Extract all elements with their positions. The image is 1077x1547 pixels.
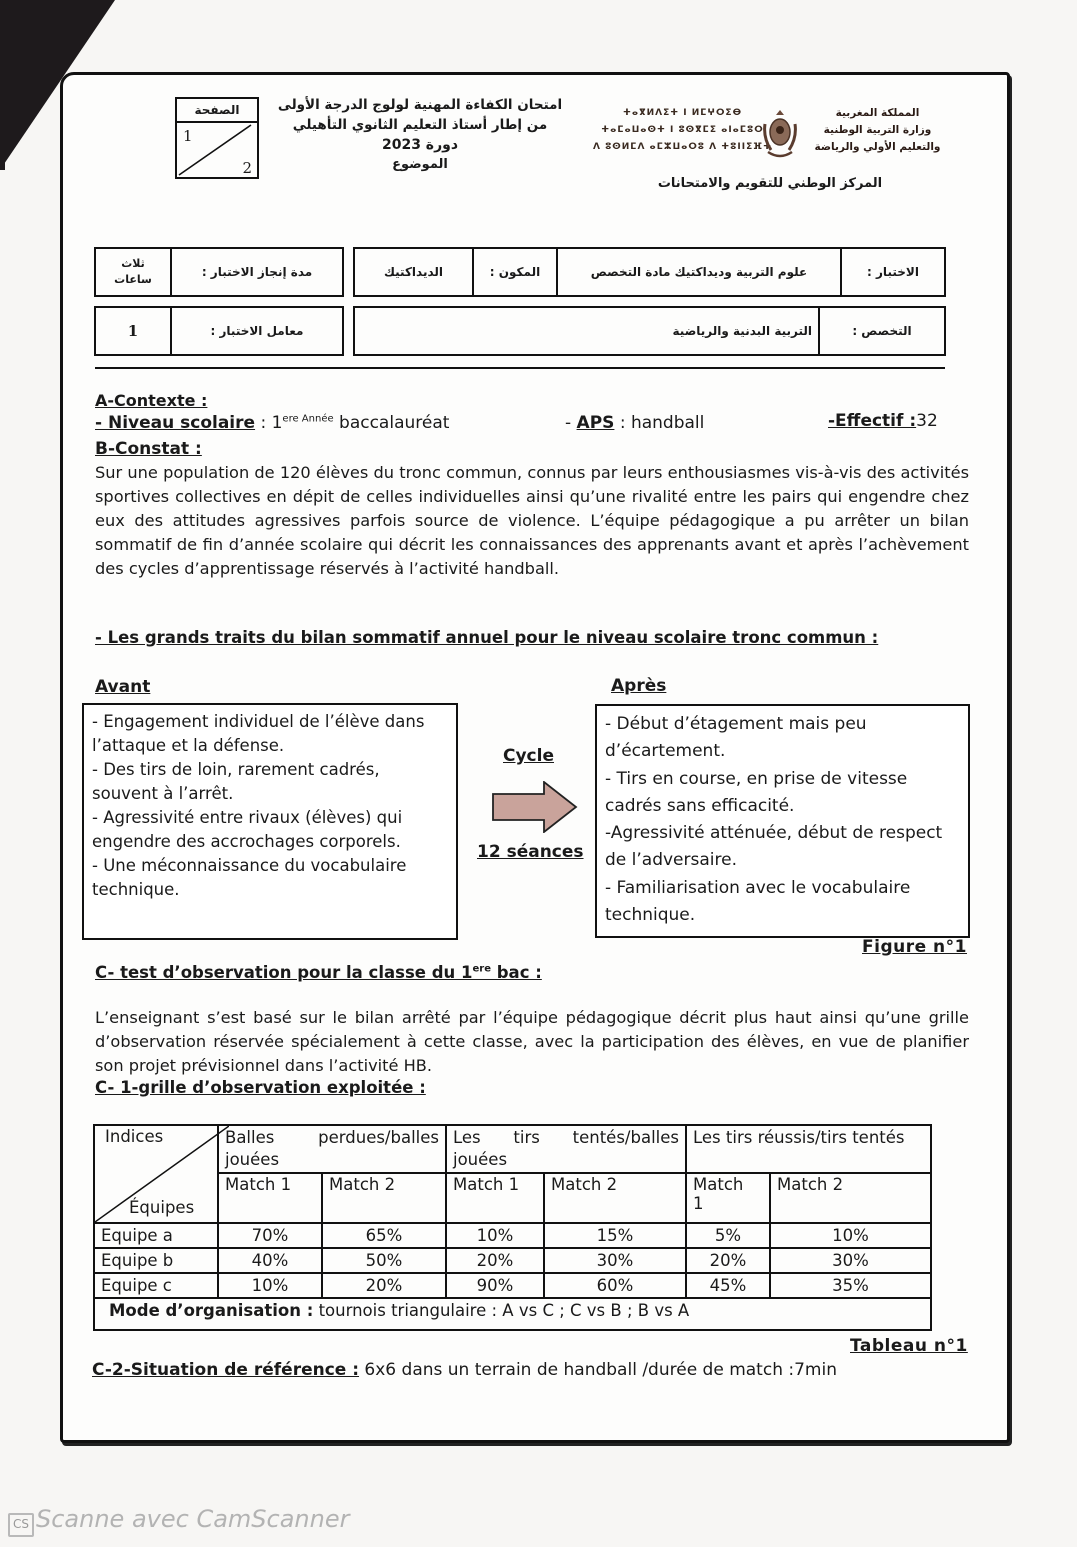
c1-title: C- 1-grille d’observation exploitée :	[95, 1078, 426, 1097]
after-item: -Agressivité atténuée, début de respect de l’adversaire.	[605, 823, 943, 871]
niveau-sup: ere Année	[282, 413, 334, 425]
team-label: Equipe c	[94, 1273, 218, 1298]
component-value: الديداكتيك	[354, 248, 473, 296]
table-cell: 45%	[686, 1273, 770, 1298]
after-item: - Début d’étagement mais peu d’écartement.	[605, 714, 867, 762]
coat-of-arms-icon	[762, 108, 798, 160]
duration-value-line: ساعات	[114, 273, 152, 286]
exam-session: دورة 2023	[381, 137, 459, 153]
section-c-title	[95, 963, 542, 982]
sub-header: Match 1	[218, 1173, 322, 1223]
c2-line	[92, 1360, 837, 1380]
table-cell: 35%	[770, 1273, 931, 1298]
sub-header: Match 2	[322, 1173, 446, 1223]
after-box	[595, 704, 970, 938]
niveau-value: baccalauréat	[333, 413, 450, 433]
table-caption: Tableau n°1	[850, 1336, 968, 1356]
section-c-title-text: bac :	[491, 963, 542, 982]
before-item: - Engagement individuel de l’élève dans l’attaque et la défense.	[92, 712, 425, 755]
c2-value: 6x6 dans un terrain de handball /durée de match :7min	[359, 1360, 837, 1380]
exam-title	[270, 95, 570, 175]
table-cell: 30%	[770, 1248, 931, 1273]
table-cell: 10%	[218, 1273, 322, 1298]
table-cell: 70%	[218, 1223, 322, 1248]
table-cell: 15%	[544, 1223, 686, 1248]
exam-info-table	[353, 247, 946, 297]
section-c-title-text: C- test d’observation pour la classe du 1	[95, 963, 473, 982]
organisation-value: tournois triangulaire : A vs C ; C vs B ; B vs A	[313, 1301, 690, 1320]
bilan-title: - Les grands traits du bilan sommatif annuel pour le niveau scolaire tronc commun :	[95, 628, 879, 647]
aps-label: APS	[576, 413, 615, 433]
specialty-label: التخصص :	[819, 307, 945, 355]
table-row	[94, 1248, 931, 1273]
duration-value	[95, 248, 171, 296]
figure-caption: Figure n°1	[862, 937, 967, 957]
table-cell: 30%	[544, 1248, 686, 1273]
table-cell: 20%	[322, 1273, 446, 1298]
center-name: المركز الوطني للتقويم والامتحانات	[657, 176, 883, 191]
tifinagh-line: ⴷ ⵓⵙⵍⵎⴷ ⴰⵎⵣⵡⴰⵔⵓ ⴷ ⵜⵓⵏⵏⵉⴼⵜ	[592, 142, 773, 152]
page-number-box	[175, 97, 259, 179]
coefficient-label: معامل الاختبار :	[171, 307, 343, 355]
table-cell: 60%	[544, 1273, 686, 1298]
exam-subject: الموضوع	[392, 157, 448, 172]
organisation-mode	[94, 1298, 931, 1330]
observation-paragraph: L’enseignant s’est basé sur le bilan arrêté par l’équipe pédagogique décrit plus haut ainsi qu’une grille d’observation réservée spécialement à cette classe, avec la participation des élèves, en vue de planifier son projet prévisionnel dans l’activité HB.	[95, 1008, 969, 1075]
team-label: Equipe b	[94, 1248, 218, 1273]
table-cell: 20%	[446, 1248, 544, 1273]
before-item: - Agressivité entre rivaux (élèves) qui engendre des accrochages corporels.	[92, 808, 403, 851]
table-cell: 40%	[218, 1248, 322, 1273]
before-title: Avant	[95, 677, 151, 697]
arrow-right-icon	[492, 781, 578, 833]
divider	[95, 367, 945, 369]
before-box	[82, 703, 458, 940]
after-item: - Familiarisation avec le vocabulaire technique.	[605, 877, 911, 926]
section-b-title: B-Constat :	[95, 439, 202, 459]
specialty-value: التربية البدنية والرياضية	[354, 307, 819, 355]
table-row	[94, 1273, 931, 1298]
observation-table	[93, 1124, 932, 1331]
section-a-title: A-Contexte :	[95, 391, 208, 410]
kingdom-line: المملكة المغربية	[835, 107, 920, 119]
coefficient-table	[94, 306, 344, 356]
organisation-label: Mode d’organisation :	[109, 1301, 314, 1320]
corner-header	[94, 1125, 218, 1223]
after-title: Après	[611, 676, 667, 696]
table-cell: 10%	[446, 1223, 544, 1248]
before-item: - Une méconnaissance du vocabulaire technique.	[92, 856, 407, 899]
before-item: - Des tirs de loin, rarement cadrés, souvent à l’arrêt.	[92, 760, 380, 803]
camscanner-watermark: Scanne avec CamScanner	[36, 1505, 350, 1533]
page-label: الصفحة	[177, 99, 257, 123]
constat-paragraph: Sur une population de 120 élèves du tronc commun, connus par leurs enthousiasmes vis-à-vis des activités sportives collectives en dépit de celles individuelles ainsi qu’une rivalité entre les pairs qui engendre chez eux des attitudes agressives parfois source de violence. L’équipe pédagogique a pu arrêter un bilan sommatif de fin d’année scolaire qui décrit les connaissances des apprenants avant et après l’achèvement des cycles d’apprentissage réservés à l’activité handball.	[95, 463, 969, 578]
ministry-line: والتعليم الأولي والرياضة	[814, 141, 941, 153]
group-header: Balles perdues/balles jouées	[218, 1125, 446, 1173]
ministry-header	[805, 105, 950, 156]
component-label: المكون :	[473, 248, 557, 296]
ministry-line: وزارة التربية الوطنية	[823, 124, 932, 136]
duration-table	[94, 247, 344, 297]
coefficient-value: 1	[95, 307, 171, 355]
tifinagh-line: ⵜⴰⴳⵍⴷⵉⵜ ⵏ ⵍⵎⵖⵔⵉⴱ	[622, 108, 743, 118]
sub-header: Match 2	[544, 1173, 686, 1223]
specialty-table	[353, 306, 946, 356]
exam-title-line: امتحان الكفاءة المهنية لولوج الدرجة الأولى	[277, 97, 563, 113]
team-label: Equipe a	[94, 1223, 218, 1248]
group-header: Les tirs réussis/tirs tentés	[686, 1125, 931, 1173]
aps-line	[565, 413, 704, 433]
aps-prefix: -	[565, 413, 577, 433]
aps-value: : handball	[614, 413, 705, 433]
table-cell: 90%	[446, 1273, 544, 1298]
tifinagh-line: ⵜⴰⵎⴰⵡⴰⵙⵜ ⵏ ⵓⵙⴳⵎⵉ ⴰⵏⴰⵎⵓⵔ	[601, 125, 764, 135]
table-cell: 50%	[322, 1248, 446, 1273]
exam-value: علوم التربية وديداكتيك مادة التخصص	[557, 248, 841, 296]
table-cell: 65%	[322, 1223, 446, 1248]
camscanner-logo-icon: CS	[8, 1513, 34, 1537]
table-footer-row	[94, 1298, 931, 1330]
sub-header: Match 1	[446, 1173, 544, 1223]
tifinagh-header	[585, 105, 780, 156]
page-current: 1	[183, 127, 193, 145]
table-cell: 10%	[770, 1223, 931, 1248]
sessions-label: 12 séances	[477, 842, 584, 862]
corner-bottom-label: Équipes	[129, 1198, 195, 1217]
context-line	[95, 413, 945, 433]
table-row	[94, 1223, 931, 1248]
effectif-value: 32	[916, 411, 938, 431]
exam-label: الاختبار :	[841, 248, 945, 296]
scan-shadow	[0, 125, 5, 170]
effectif-label: -Effectif :	[828, 411, 917, 431]
niveau-label: - Niveau scolaire	[95, 413, 256, 433]
table-cell: 5%	[686, 1223, 770, 1248]
corner-top-label: Indices	[105, 1127, 164, 1146]
section-c-sup: ere	[472, 963, 491, 975]
niveau-sep: : 1	[255, 413, 283, 433]
duration-label: مدة إنجاز الاختبار :	[171, 248, 343, 296]
effectif-line	[828, 411, 938, 431]
sub-header: Match 1	[686, 1173, 770, 1223]
group-header: Les tirs tentés/balles jouées	[446, 1125, 686, 1173]
after-item: - Tirs en course, en prise de vitesse cadrés sans efficacité.	[605, 768, 908, 816]
page-total: 2	[242, 159, 252, 177]
sub-header: Match 2	[770, 1173, 931, 1223]
c2-label: C-2-Situation de référence :	[92, 1360, 360, 1380]
cycle-label: Cycle	[503, 746, 554, 766]
duration-value-line: ثلاث	[121, 257, 145, 270]
exam-title-line: من إطار أستاذ التعليم الثانوي التأهيلي	[292, 117, 548, 133]
table-cell: 20%	[686, 1248, 770, 1273]
